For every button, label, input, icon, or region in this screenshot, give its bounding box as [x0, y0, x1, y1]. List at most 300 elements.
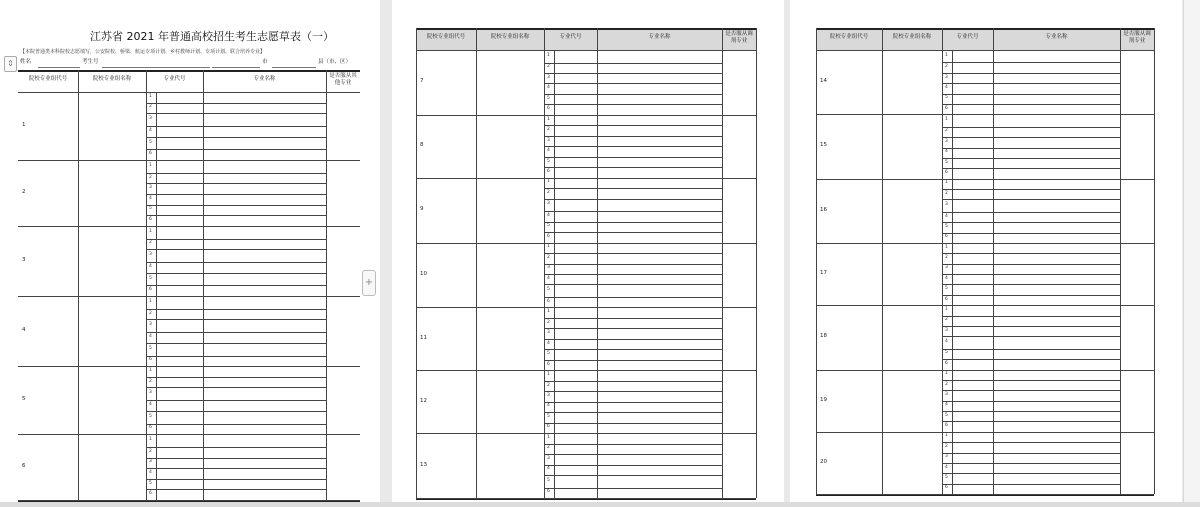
table-row: [942, 94, 1120, 95]
row-number: 4: [547, 212, 550, 218]
row-number: 4: [149, 127, 152, 133]
table-row: [146, 356, 326, 357]
row-number: 1: [149, 367, 152, 373]
table-row: [544, 167, 722, 168]
row-number: 6: [945, 296, 948, 302]
row-number: 3: [149, 459, 152, 465]
table-row: [544, 146, 722, 147]
row-number: 5: [149, 413, 152, 419]
table-header-border: [18, 92, 360, 93]
table-row: [146, 479, 326, 480]
table-row: [544, 423, 722, 424]
row-number: 5: [149, 345, 152, 351]
group-code: 20: [820, 458, 827, 465]
table-row: [942, 137, 1120, 138]
row-number: 6: [547, 361, 550, 367]
group-separator: [416, 115, 756, 116]
row-number: 5: [547, 413, 550, 419]
group-code: 11: [420, 334, 427, 341]
header-school-code: 院校专业组代号: [426, 34, 466, 40]
table-row: [544, 199, 722, 200]
header-adjust: 是否服从调剂专业: [725, 31, 753, 45]
table-top-border: [18, 70, 360, 72]
header-school-name: 院校专业组名称: [892, 34, 932, 40]
row-number: 1: [149, 93, 152, 99]
row-number: 1: [945, 180, 948, 186]
row-number: 5: [945, 159, 948, 165]
table-row: [942, 233, 1120, 234]
row-number: 6: [149, 425, 152, 431]
row-number: 4: [945, 402, 948, 408]
row-number: 1: [547, 309, 550, 315]
table-row: [942, 349, 1120, 350]
table-row: [146, 103, 326, 104]
row-number: 1: [945, 371, 948, 377]
row-number: 5: [547, 95, 550, 101]
row-number: 4: [149, 263, 152, 269]
group-separator: [816, 243, 1154, 244]
header-school-name: 院校专业组名称: [92, 76, 132, 82]
row-number: 2: [945, 190, 948, 196]
table-row: [146, 205, 326, 206]
form-title: 江苏省 2021 年普通高校招生考生志愿草表（一）: [90, 30, 334, 43]
row-number: 5: [945, 474, 948, 480]
table-top-border: [816, 28, 1154, 30]
county-label: 县（市、区）: [318, 59, 352, 65]
table-header-border: [816, 50, 1154, 51]
row-number: 6: [547, 489, 550, 495]
row-number: 1: [547, 116, 550, 122]
group-code: 4: [22, 327, 26, 334]
table-row: [942, 411, 1120, 412]
row-number: 6: [149, 217, 152, 223]
row-number: 4: [149, 469, 152, 475]
row-number: 5: [945, 412, 948, 418]
row-number: 1: [149, 298, 152, 304]
table-row: [942, 463, 1120, 464]
group-separator: [18, 434, 360, 435]
row-number: 5: [149, 480, 152, 486]
table-row: [146, 332, 326, 333]
row-number: 5: [547, 351, 550, 357]
header-major-name: 专业名称: [648, 34, 671, 40]
row-number: 1: [149, 162, 152, 168]
row-number: 1: [945, 433, 948, 439]
row-number: 2: [149, 174, 152, 180]
row-number: 5: [547, 223, 550, 229]
table-row: [942, 359, 1120, 360]
table-row: [146, 113, 326, 114]
row-number: 2: [945, 317, 948, 323]
table-row: [942, 484, 1120, 485]
table-row: [544, 444, 722, 445]
row-number: 5: [547, 287, 550, 293]
row-number: 6: [945, 423, 948, 429]
table-row: [942, 199, 1120, 200]
row-number: 2: [945, 64, 948, 70]
group-code: 15: [820, 142, 827, 149]
table-row: [544, 475, 722, 476]
table-row: [146, 239, 326, 240]
table-row: [146, 343, 326, 344]
row-number: 6: [945, 360, 948, 366]
row-number: 4: [945, 84, 948, 90]
group-code: 10: [420, 271, 427, 278]
table-row: [942, 158, 1120, 159]
table-row: [942, 222, 1120, 223]
table-row: [942, 380, 1120, 381]
row-number: 5: [547, 477, 550, 483]
row-number: 3: [149, 116, 152, 122]
table-row: [544, 465, 722, 466]
table-row: [544, 328, 722, 329]
row-number: 2: [149, 240, 152, 246]
row-number: 4: [149, 401, 152, 407]
table-right-border: [756, 28, 757, 498]
header-major-code: 专业代号: [163, 76, 186, 82]
table-row: [942, 73, 1120, 74]
table-row: [544, 222, 722, 223]
document-page-1: [0, 0, 380, 502]
table-row: [942, 148, 1120, 149]
table-row: [942, 253, 1120, 254]
group-code: 5: [22, 396, 26, 403]
column-divider: [1120, 28, 1121, 494]
row-number: 3: [149, 185, 152, 191]
column-divider: [952, 50, 953, 494]
table-row: [544, 412, 722, 413]
table-row: [146, 194, 326, 195]
row-number: 4: [547, 466, 550, 472]
row-number: 1: [547, 244, 550, 250]
row-number: 3: [945, 327, 948, 333]
row-number: 1: [149, 228, 152, 234]
column-divider: [722, 28, 723, 498]
group-separator: [416, 370, 756, 371]
group-code: 9: [420, 206, 424, 213]
group-code: 3: [22, 256, 26, 263]
city-label: 市: [262, 59, 268, 65]
form-note: 【本院普通类本科院校志愿填写，公安院校、桥梁、航运专项计划、乡村教师计划、专项计划、联合培养专业】: [20, 49, 266, 55]
table-row: [942, 473, 1120, 474]
row-number: 1: [547, 372, 550, 378]
group-separator: [416, 243, 756, 244]
table-left-border: [816, 28, 817, 494]
row-number: 4: [547, 275, 550, 281]
table-row: [146, 489, 326, 490]
table-row: [146, 137, 326, 138]
column-divider: [326, 70, 327, 500]
name-line: [38, 67, 80, 68]
row-number: 3: [547, 137, 550, 143]
group-code: 6: [22, 463, 26, 470]
row-number: 1: [149, 437, 152, 442]
row-number: 2: [547, 127, 550, 133]
row-number: 4: [547, 85, 550, 91]
table-row: [942, 83, 1120, 84]
group-separator: [416, 498, 756, 499]
table-row: [544, 402, 722, 403]
row-number: 5: [945, 350, 948, 356]
table-row: [544, 381, 722, 382]
row-number: 5: [149, 139, 152, 145]
table-row: [544, 232, 722, 233]
row-number: 4: [945, 149, 948, 155]
document-page-2: [392, 0, 784, 502]
row-number: 6: [547, 298, 550, 304]
row-number: 1: [945, 244, 948, 250]
table-row: [942, 104, 1120, 105]
row-number: 3: [945, 454, 948, 460]
exam-no-line: [102, 67, 210, 68]
group-separator: [18, 366, 360, 367]
vertical-scrollbar[interactable]: [1183, 0, 1200, 507]
row-number: 6: [149, 357, 152, 363]
column-divider: [993, 28, 994, 494]
column-divider: [476, 28, 477, 498]
row-number: 2: [945, 128, 948, 134]
group-code: 2: [22, 188, 26, 195]
row-number: 2: [547, 254, 550, 260]
table-row: [146, 447, 326, 448]
table-row: [942, 326, 1120, 327]
table-row: [544, 284, 722, 285]
column-divider: [942, 28, 943, 494]
header-school-name: 院校专业组名称: [490, 34, 530, 40]
row-number: 3: [547, 455, 550, 461]
row-number: 3: [547, 201, 550, 207]
plus-icon[interactable]: +: [362, 270, 376, 296]
row-number: 1: [945, 52, 948, 58]
group-separator: [816, 179, 1154, 180]
table-row: [146, 387, 326, 388]
table-row: [942, 284, 1120, 285]
table-row: [544, 211, 722, 212]
document-page-3: [790, 0, 1182, 502]
row-number: 3: [547, 74, 550, 80]
group-separator: [816, 305, 1154, 306]
row-number: 3: [945, 265, 948, 271]
header-major-name: 专业名称: [253, 76, 276, 82]
table-row: [942, 62, 1120, 63]
header-adjust: 是否服从调剂专业: [1123, 31, 1151, 45]
row-number: 4: [547, 148, 550, 154]
table-row: [942, 264, 1120, 265]
row-number: 1: [547, 179, 550, 185]
row-number: 3: [945, 74, 948, 80]
table-row: [544, 73, 722, 74]
table-row: [544, 94, 722, 95]
row-number: 3: [547, 330, 550, 336]
row-number: 1: [945, 306, 948, 312]
row-number: 2: [547, 189, 550, 195]
table-row: [146, 400, 326, 401]
table-row: [942, 390, 1120, 391]
row-number: 3: [945, 391, 948, 397]
table-row: [942, 401, 1120, 402]
table-row: [544, 339, 722, 340]
row-number: 5: [547, 158, 550, 164]
group-code: 19: [820, 396, 827, 403]
table-row: [544, 318, 722, 319]
row-number: 6: [149, 287, 152, 293]
row-number: 4: [945, 275, 948, 281]
header-major-name: 专业名称: [1045, 34, 1068, 40]
row-number: 4: [945, 213, 948, 219]
row-number: 3: [149, 252, 152, 258]
table-row: [146, 126, 326, 127]
row-number: 2: [547, 445, 550, 451]
group-separator: [18, 500, 360, 501]
row-number: 6: [945, 105, 948, 111]
table-row: [146, 273, 326, 274]
row-number: 6: [547, 106, 550, 112]
table-row: [942, 442, 1120, 443]
row-number: 5: [945, 286, 948, 292]
horizontal-scrollbar[interactable]: [0, 502, 1200, 507]
group-code: 14: [820, 78, 827, 85]
table-row: [146, 411, 326, 412]
row-number: 2: [547, 319, 550, 325]
row-number: 5: [149, 206, 152, 212]
table-row: [942, 295, 1120, 296]
name-label: 姓名: [20, 59, 32, 65]
row-number: 4: [149, 195, 152, 201]
table-row: [146, 262, 326, 263]
table-row: [544, 157, 722, 158]
table-row: [544, 136, 722, 137]
group-separator: [18, 226, 360, 227]
group-code: 16: [820, 206, 827, 213]
group-separator: [816, 370, 1154, 371]
table-row: [544, 391, 722, 392]
table-row: [942, 168, 1120, 169]
header-school-code: 院校专业组代号: [28, 76, 68, 82]
row-number: 2: [149, 448, 152, 454]
table-row: [146, 173, 326, 174]
table-top-border: [416, 28, 756, 30]
exam-no-label: 考生号: [82, 59, 99, 65]
table-row: [544, 125, 722, 126]
group-separator: [816, 432, 1154, 433]
header-major-code: 专业代号: [559, 34, 582, 40]
group-code: 17: [820, 270, 827, 277]
row-number: 3: [149, 390, 152, 396]
row-number: 3: [945, 138, 948, 144]
row-number: 6: [945, 169, 948, 175]
group-code: 7: [420, 78, 424, 85]
row-number: 3: [547, 265, 550, 271]
group-code: 12: [420, 397, 427, 404]
group-separator: [18, 160, 360, 161]
table-row: [942, 336, 1120, 337]
table-row: [544, 104, 722, 105]
table-row: [544, 83, 722, 84]
table-right-border: [1154, 28, 1155, 494]
row-number: 2: [547, 64, 550, 70]
table-row: [942, 316, 1120, 317]
table-row: [942, 127, 1120, 128]
county-line: [272, 67, 316, 68]
table-row: [146, 377, 326, 378]
row-number: 6: [547, 233, 550, 239]
table-row: [146, 319, 326, 320]
row-number: 3: [149, 322, 152, 328]
table-row: [146, 468, 326, 469]
row-number: 4: [945, 464, 948, 470]
table-row: [544, 264, 722, 265]
row-number: 3: [945, 202, 948, 208]
table-row: [942, 274, 1120, 275]
table-row: [544, 63, 722, 64]
group-separator: [416, 307, 756, 308]
row-number: 2: [945, 381, 948, 387]
row-number: 6: [945, 234, 948, 240]
group-code: 1: [22, 122, 26, 128]
header-adjust: 是否服从其他专业: [329, 73, 357, 87]
table-row: [544, 360, 722, 361]
row-number: 2: [945, 443, 948, 449]
move-handle-icon[interactable]: ⇕: [4, 56, 17, 72]
table-row: [942, 189, 1120, 190]
table-row: [146, 285, 326, 286]
header-school-code: 院校专业组代号: [829, 34, 869, 40]
group-separator: [816, 114, 1154, 115]
row-number: 2: [547, 382, 550, 388]
row-number: 5: [945, 95, 948, 101]
row-number: 4: [547, 403, 550, 409]
table-row: [942, 453, 1120, 454]
row-number: 5: [945, 223, 948, 229]
group-separator: [18, 296, 360, 297]
row-number: 2: [945, 255, 948, 260]
column-divider: [78, 70, 79, 500]
table-row: [544, 253, 722, 254]
row-number: 2: [149, 310, 152, 316]
row-number: 4: [547, 340, 550, 346]
row-number: 3: [547, 392, 550, 398]
row-number: 4: [149, 333, 152, 339]
table-row: [146, 424, 326, 425]
row-number: 6: [149, 491, 152, 497]
table-row: [146, 249, 326, 250]
group-separator: [816, 494, 1154, 495]
table-row: [544, 188, 722, 189]
row-number: 6: [149, 151, 152, 157]
table-row: [544, 454, 722, 455]
header-major-code: 专业代号: [956, 34, 979, 40]
group-separator: [416, 178, 756, 179]
table-row: [544, 297, 722, 298]
table-row: [146, 215, 326, 216]
table-row: [544, 274, 722, 275]
table-row: [146, 458, 326, 459]
row-number: 1: [945, 117, 948, 123]
row-number: 5: [149, 275, 152, 281]
table-row: [146, 309, 326, 310]
row-number: 1: [547, 52, 550, 58]
group-separator: [416, 433, 756, 434]
group-code: 13: [420, 461, 427, 468]
table-row: [146, 183, 326, 184]
row-number: 2: [149, 104, 152, 110]
column-divider: [882, 28, 883, 494]
row-number: 1: [547, 434, 550, 440]
group-code: 8: [420, 142, 424, 149]
row-number: 6: [547, 168, 550, 174]
row-number: 2: [149, 378, 152, 384]
table-row: [544, 488, 722, 489]
